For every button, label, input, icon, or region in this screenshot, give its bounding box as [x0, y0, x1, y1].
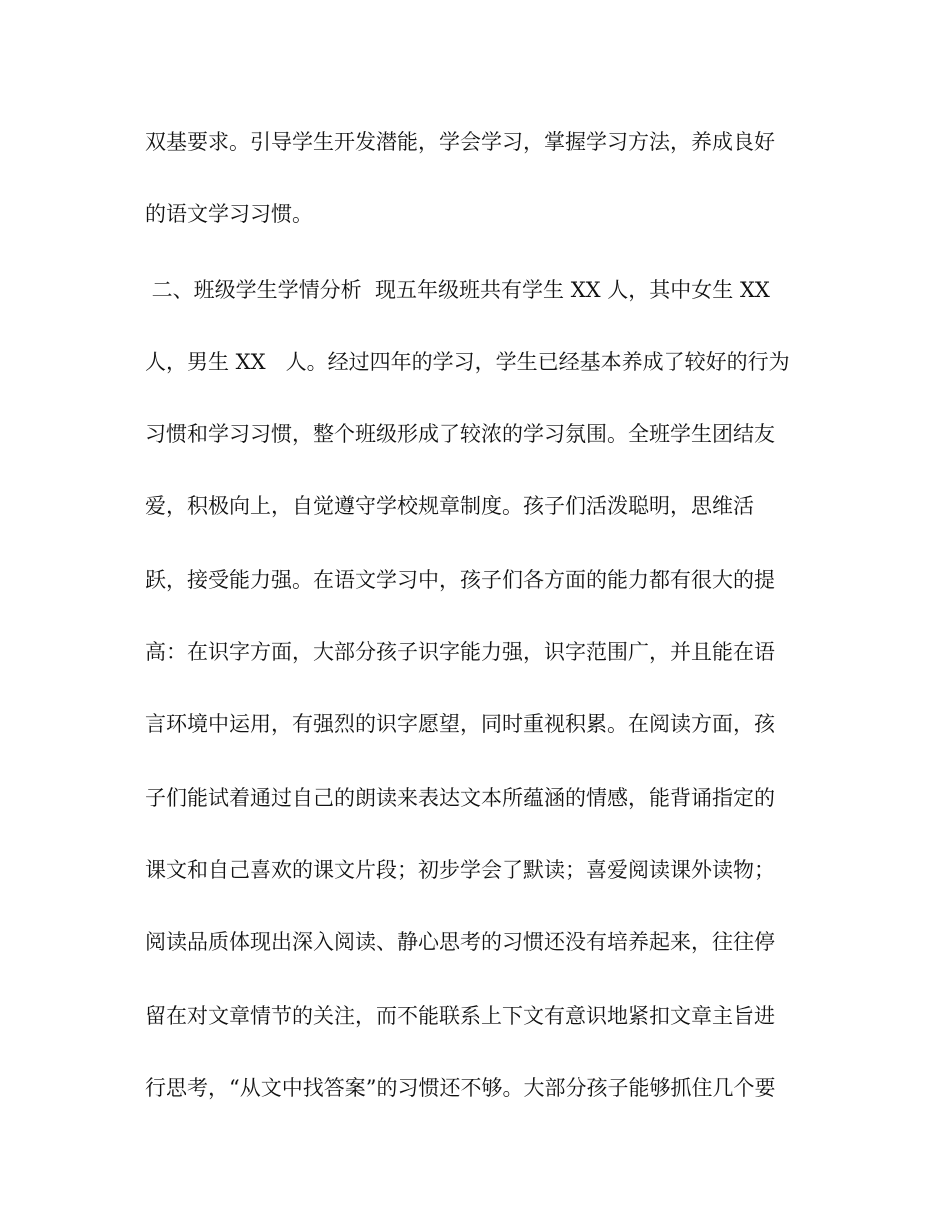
text-line: 阅读品质体现出深入阅读、静心思考的习惯还没有培养起来，往往停: [145, 930, 775, 954]
text-line: 爱，积极向上，自觉遵守学校规章制度。孩子们活泼聪明，思维活: [145, 494, 754, 518]
text-line: 高：在识字方面，大部分孩子识字能力强，识字范围广，并且能在语: [145, 640, 775, 664]
text-line: 双基要求。引导学生开发潜能，学会学习，掌握学习方法，养成良好: [145, 130, 775, 154]
text-line: 留在对文章情节的关注，而不能联系上下文有意识地紧扣文章主旨进: [145, 1004, 775, 1028]
section-heading-line: 二、班级学生学情分析 现五年级班共有学生 XX 人，其中女生 XX: [145, 278, 770, 302]
text-line: 跃，接受能力强。在语文学习中，孩子们各方面的能力都有很大的提: [145, 568, 775, 592]
text-line: 课文和自己喜欢的课文片段；初步学会了默读；喜爱阅读课外读物；: [145, 858, 775, 882]
text-line: 行思考，“从文中找答案”的习惯还不够。大部分孩子能够抓住几个要: [145, 1076, 776, 1100]
text-line: 习惯和学习习惯，整个班级形成了较浓的学习氛围。全班学生团结友: [145, 422, 775, 446]
text-line: 的语文学习习惯。: [145, 202, 313, 226]
text-line: 言环境中运用，有强烈的识字愿望，同时重视积累。在阅读方面，孩: [145, 712, 775, 736]
text-line: 子们能试着通过自己的朗读来表达文本所蕴涵的情感，能背诵指定的: [145, 786, 775, 810]
text-line: 人，男生 XX 人。经过四年的学习，学生已经基本养成了较好的行为: [145, 350, 790, 374]
